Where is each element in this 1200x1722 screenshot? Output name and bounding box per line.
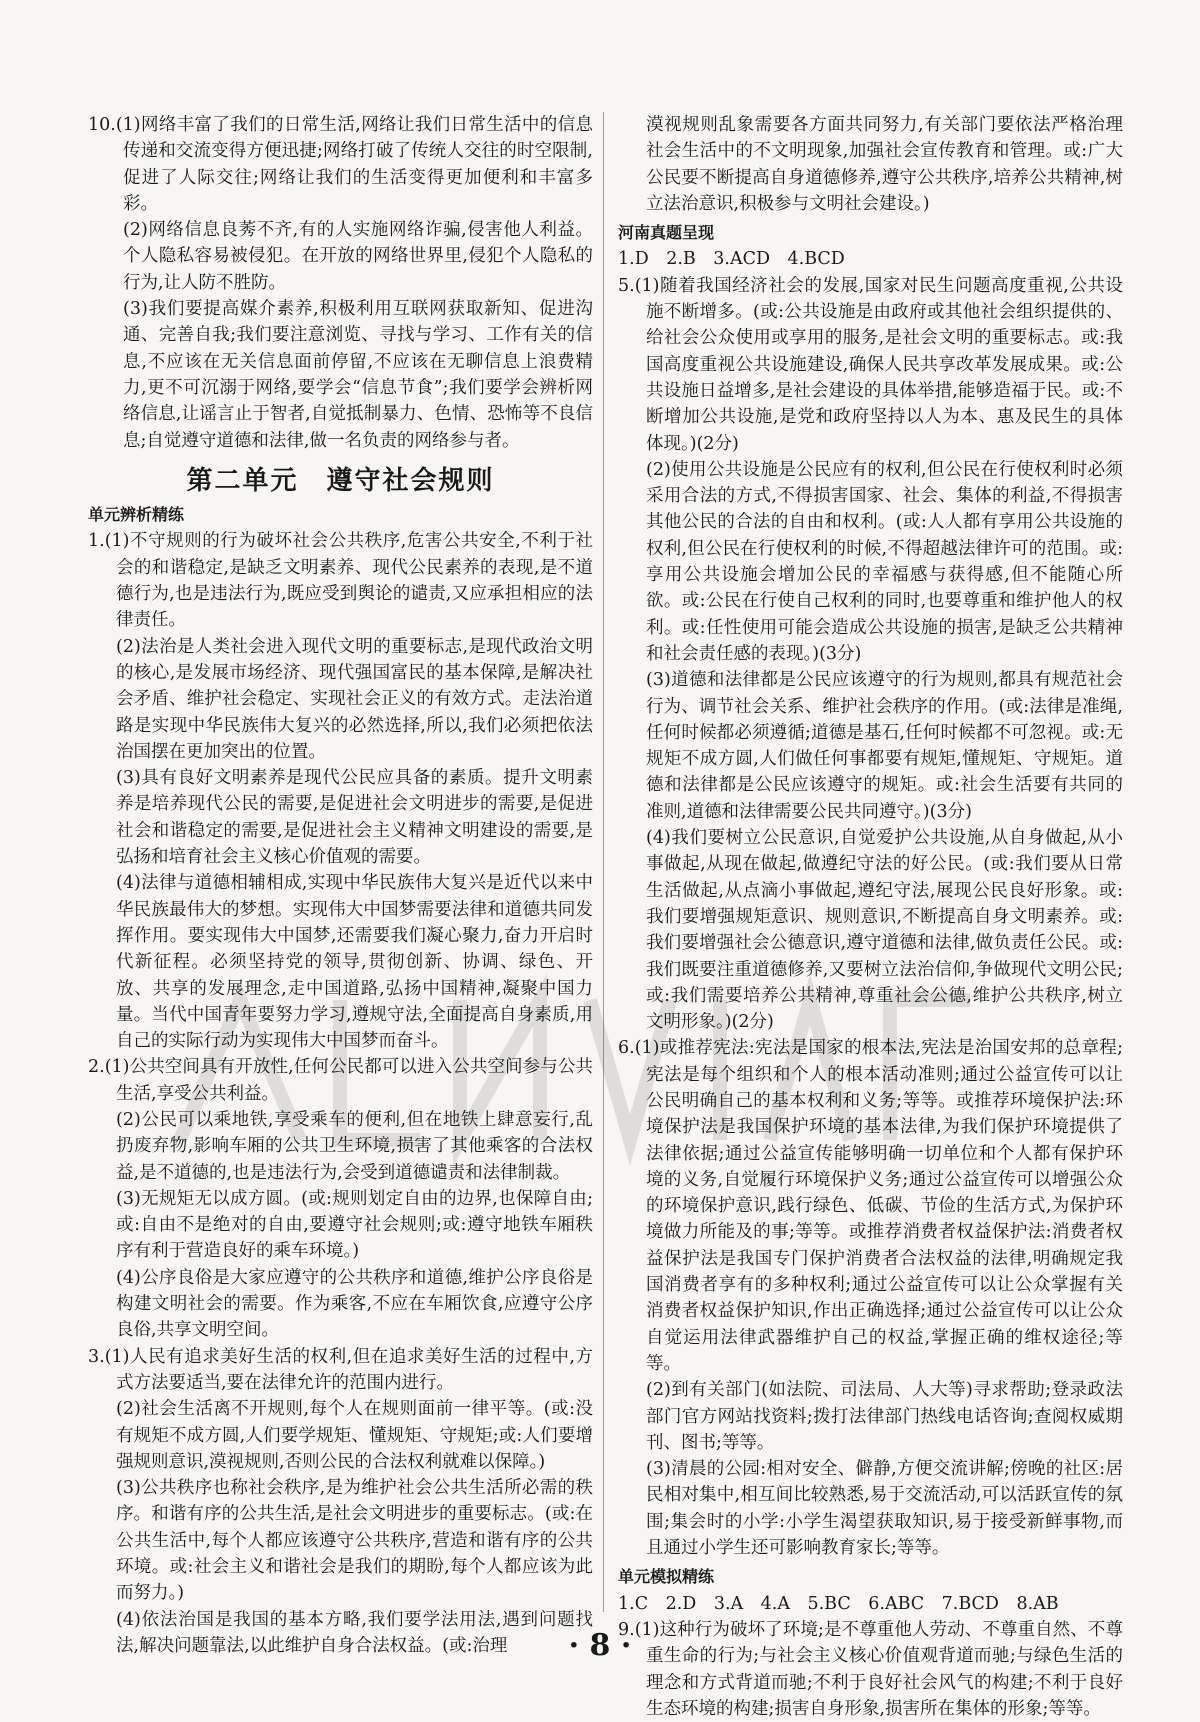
column-divider <box>603 112 604 1612</box>
q9-part1: 9.(1)这种行为破坏了环境;是不尊重他人劳动、不尊重自然、不尊重生命的行为;与社会主义核心价值观背道而驰;与绿色生活的理念和方式背道而驰;不利于良好社会风气的构建;不利于良好生态环境的构建;损害自身形象,损害所在集体的形象;等等。 <box>618 1619 1123 1719</box>
left-column <box>88 112 593 1659</box>
q3-part2: (2)社会生活离不开规则,每个人在规则面前一律平等。(或:没有规矩不成方圆,人们要学规矩、懂规矩、守规矩;或:人们要增强规则意识,漠视规则,否则公民的合法权利就难以保障。) <box>116 1399 593 1472</box>
section-heading-unit-mock: 单元模拟精练 <box>618 1567 715 1587</box>
section-heading-henan-exam: 河南真题呈现 <box>618 223 715 243</box>
q10-part3: (3)我们要提高媒介素养,积极利用互联网获取新知、促进沟通、完善自我;我们要注意浏览、寻找与学习、工作有关的信息,不应该在无关信息面前停留,不应该在无聊信息上浪费精力,更不可沉溺于网络,要学会“信息节食”;我们要学会辨析网络信息,让谣言止于智者,自觉抵制暴力、色情、恐怖等不良信息;自觉遵守道德和法律,做一名负责的网络参与者。 <box>123 299 593 451</box>
answers-1-8: 1.C 2.D 3.A 4.A 5.BC 6.ABC 7.BCD 8.AB <box>618 1593 1059 1614</box>
q3-part4: (4)依法治国是我国的基本方略,我们要学法用法,遇到问题找法,解决问题靠法,以此维护自身合法权益。(或:治理 <box>116 1609 593 1656</box>
section-heading-unit-analysis: 单元辨析精练 <box>88 505 185 525</box>
q3-part3: (3)公共秩序也称社会秩序,是为维护社会公共生活所必需的秩序。和谐有序的公共生活,是社会文明进步的重要标志。(或:在公共生活中,每个人都应该遵守公共秩序,营造和谐有序的公共环境。或:社会主义和谐社会是我们的期盼,每个人都应该为此而努力。) <box>116 1478 593 1604</box>
q1-part2: (2)法治是人类社会进入现代文明的重要标志,是现代政治文明的核心,是发展市场经济、现代强国富民的基本保障,是解决社会矛盾、维护社会稳定、实现社会正义的有效方式。走法治道路是实现中华民族伟大复兴的必然选择,所以,我们必须把依法治国摆在更加突出的位置。 <box>116 636 593 762</box>
q1-part3: (3)具有良好文明素养是现代公民应具备的素质。提升文明素养是培养现代公民的需要,是促进社会文明进步的需要,是促进社会和谐稳定的需要,是促进社会主义精神文明建设的需要,是弘扬和培育社会主义核心价值观的需要。 <box>116 768 593 868</box>
q10-part2: (2)网络信息良莠不齐,有的人实施网络诈骗,侵害他人利益。个人隐私容易被侵犯。在开放的网络世界里,侵犯个人隐私的行为,让人防不胜防。 <box>123 220 593 293</box>
unit-title: 第二单元 遵守社会规则 <box>186 465 495 496</box>
q2-part3: (3)无规矩无以成方圆。(或:规则划定自由的边界,也保障自由;或:自由不是绝对的自由,要遵守社会规则;或:遵守地铁车厢秩序有利于营造良好的乘车环境。) <box>116 1188 593 1262</box>
q5-part3: (3)道德和法律都是公民应该遵守的行为规则,都具有规范社会行为、调节社会关系、维护社会秩序的作用。(或:法律是准绳,任何时候都必须遵循;道德是基石,任何时候都不可忽视。或:无规矩不成方圆,人们做任何事都要有规矩,懂规矩、守规矩。道德和法律都是公民应该遵守的规矩。或:社会生活要有共同的准则,道德和法律需要公民共同遵守。)(3分) <box>646 670 1123 822</box>
q3-part1: 3.(1)人民有追求美好生活的权利,但在追求美好生活的过程中,方式方法要适当,要在法律允许的范围内进行。 <box>88 1346 593 1393</box>
q2-part2: (2)公民可以乘地铁,享受乘车的便利,但在地铁上肆意妄行,乱扔废弃物,影响车厢的公共卫生环境,损害了其他乘客的合法权益,是不道德的,也是违法行为,会受到道德谴责和法律制裁。 <box>116 1109 593 1183</box>
q3-part4-continued: 漠视规则乱象需要各方面共同努力,有关部门要依法严格治理社会生活中的不文明现象,加强社会宣传教育和管理。或:广大公民要不断提高自身道德修养,遵守公共秩序,培养公共精神,树立法治意识,积极参与文明社会建设。) <box>646 115 1123 214</box>
q6-part1: 6.(1)或推荐宪法:宪法是国家的根本法,宪法是治国安邦的总章程;宪法是每个组织和个人的根本活动准则;通过公益宣传可以让公民明确自己的基本权利和义务;等等。或推荐环境保护法:环境保护法是我国保护环境的基本法律,为我们保护环境提供了法律依据;通过公益宣传能够明确一切单位和个人都有保护环境的义务,自觉履行环境保护义务;通过公益宣传可以增强公众的环境保护意识,践行绿色、低碳、节俭的生活方式,为保护环境做力所能及的事;等等。或推荐消费者权益保护法:消费者权益保护法是我国专门保护消费者合法权益的法律,明确规定我国消费者享有的多种权利;通过公益宣传可以让公众掌握有关消费者权益保护知识,作出正确选择;通过公益宣传可以让公众自觉运用法律武器维护自己的权益,掌握正确的维权途径;等等。 <box>618 1038 1123 1374</box>
page-number: · 8 · <box>568 1628 632 1663</box>
q2-part4: (4)公序良俗是大家应遵守的公共秩序和道德,维护公序良俗是构建文明社会的需要。作为乘客,不应在车厢饮食,应遵守公序良俗,共享文明空间。 <box>116 1267 593 1341</box>
q6-part3: (3)清晨的公园:相对安全、僻静,方便交流讲解;傍晚的社区:居民相对集中,相互间比较熟悉,易于交流活动,可以活跃宣传的氛围;集会时的小学:小学生渴望获取知识,易于接受新鲜事物,而且通过小学生还可影响教育家长;等等。 <box>646 1459 1123 1559</box>
answers-1-4: 1.D 2.B 3.ACD 4.BCD <box>618 249 845 270</box>
q5-part1: 5.(1)随着我国经济社会的发展,国家对民生问题高度重视,公共设施不断增多。(或:公共设施是由政府或其他社会组织提供的、给社会公众使用或享用的服务,是社会文明的重要标志。或:我国高度重视公共设施建设,确保人民共享改革发展成果。或:公共设施日益增多,是社会建设的具体举措,能够造福于民。或:不断增加公共设施,是党和政府坚持以人为本、惠及民生的具体体现。)(2分) <box>618 275 1123 454</box>
q1-part4: (4)法律与道德相辅相成,实现中华民族伟大复兴是近代以来中华民族最伟大的梦想。实现伟大中国梦需要法律和道德共同发挥作用。要实现伟大中国梦,还需要我们凝心聚力,奋力开启时代新征程。必须坚持党的领导,贯彻创新、协调、绿色、开放、共享的发展理念,走中国道路,弘扬中国精神,凝聚中国力量。当代中国青年要努力学习,遵规守法,全面提高自身素质,用自己的实际行动为实现伟大中国梦而奋斗。 <box>116 873 593 1052</box>
q5-part2: (2)使用公共设施是公民应有的权利,但公民在行使权利时必须采用合法的方式,不得损害国家、社会、集体的利益,不得损害其他公民的合法的自由和权利。(或:人人都有享用公共设施的权利,但公民在行使权利的时候,不得超越法律许可的范围。或:享用公共设施会增加公民的幸福感与获得感,但不能随心所欲。或:公民在行使自己权利的同时,也要尊重和维护他人的权利。或:任性使用可能会造成公共设施的损害,是缺乏公共精神和社会责任感的表现。)(3分) <box>646 459 1123 664</box>
q6-part2: (2)到有关部门(如法院、司法局、人大等)寻求帮助;登录政法部门官方网站找资料;拨打法律部门热线电话咨询;查阅权威期刊、图书;等等。 <box>646 1380 1123 1453</box>
q10-part1: 10.(1)网络丰富了我们的日常生活,网络让我们日常生活中的信息传递和交流变得方便迅捷;网络打破了传统人交往的时空限制,促进了人际交往;网络让我们的生活变得更加便利和丰富多彩。 <box>88 115 593 214</box>
q5-part4: (4)我们要树立公民意识,自觉爱护公共设施,从自身做起,从小事做起,从现在做起,做遵纪守法的好公民。(或:我们要从日常生活做起,从点滴小事做起,遵纪守法,展现公民良好形象。或:我们要增强规矩意识、规则意识,不断提高自身文明素养。或:我们要增强社会公德意识,遵守道德和法律,做负责任公民。或:我们既要注重道德修养,又要树立法治信仰,争做现代文明公民;或:我们需要培养公共精神,尊重社会公德,维护公共秩序,树立文明形象。)(2分) <box>646 828 1123 1033</box>
q1-part1: 1.(1)不守规则的行为破坏社会公共秩序,危害公共安全,不利于社会的和谐稳定,是缺乏文明素养、现代公民素养的表现,是不道德行为,也是违法行为,既应受到舆论的谴责,又应承担相应的法律责任。 <box>88 531 593 631</box>
q2-part1: 2.(1)公共空间具有开放性,任何公民都可以进入公共空间参与公共生活,享受公共利益。 <box>88 1057 593 1104</box>
right-column <box>618 112 1123 1722</box>
